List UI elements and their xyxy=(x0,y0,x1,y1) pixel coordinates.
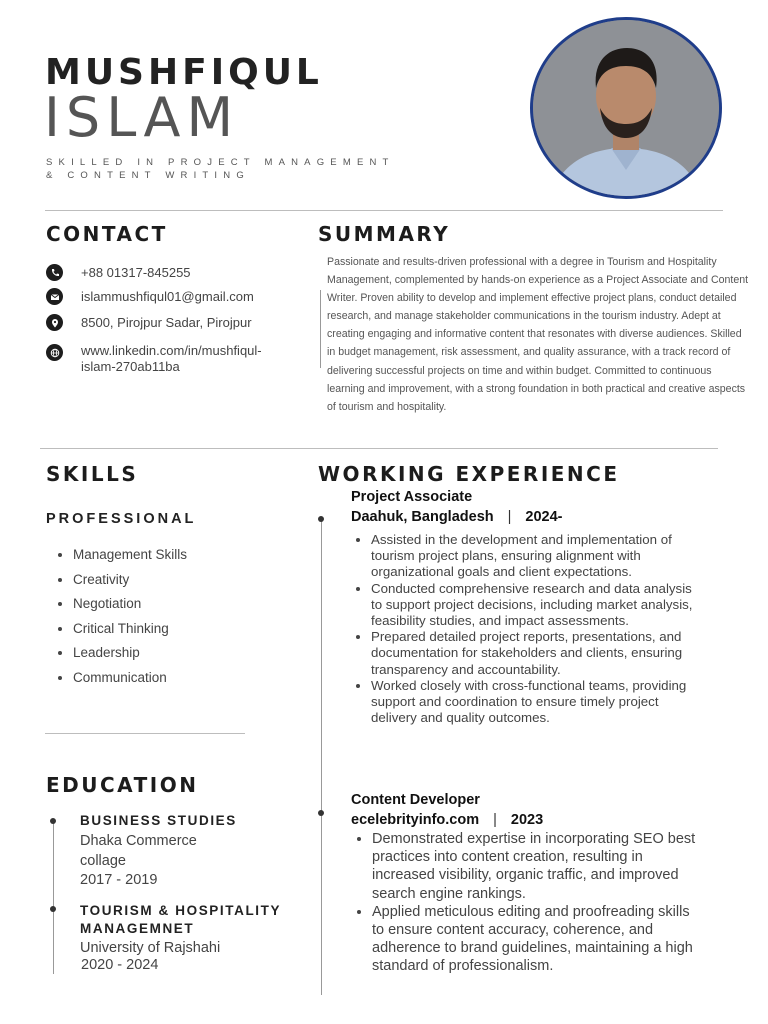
divider xyxy=(45,210,723,211)
separator: | xyxy=(507,509,512,525)
profile-photo xyxy=(530,17,722,199)
skill-item: • Negotiation xyxy=(73,593,187,618)
tagline xyxy=(46,156,395,182)
edu-degree xyxy=(80,902,281,938)
education-timeline xyxy=(53,822,54,974)
job-years: 2023 xyxy=(510,812,544,828)
edu-school xyxy=(80,940,220,974)
edu-school xyxy=(80,832,197,891)
tagline-line: & CONTENT WRITING xyxy=(46,170,250,181)
linkedin-line: www.linkedin.com/in/mushfiqul- xyxy=(81,343,262,358)
job-bullet: • Applied meticulous editing and proofreading skills to ensure content accuracy, coherence, and adherence to brand guidelines, maintaining a high standard of professionalism. xyxy=(372,903,702,976)
job-years: 2024- xyxy=(525,509,563,525)
experience-timeline xyxy=(321,520,322,995)
job-company: ecelebrityinfo.com xyxy=(351,812,480,828)
skill-item: • Leadership xyxy=(73,642,187,667)
job-role: Project Associate xyxy=(351,489,473,505)
experience-title: WORKING EXPERIENCE xyxy=(318,462,620,486)
edu-degree-line: MANAGEMNET xyxy=(80,921,195,936)
summary-text: Passionate and results-driven professional with a degree in Tourism and Hospitality Management, complemented by hands-on experience as a Project Associate and Content Writer. Proven ability to develop and implement effective project plans, conduct detailed research, and manage stakeholder communications in the tourism industry. Adept at creating engaging and informative content that resonates with diverse audiences. Skilled in budget management, risk assessment, and quality assurance, with a track record of delivering successful projects on time and within budget. Committed to continuous learning and improvement, with a strong foundation in both practical and creative aspects of tourism and hospitality. xyxy=(327,256,749,413)
contact-title: CONTACT xyxy=(46,222,168,246)
divider xyxy=(45,733,245,734)
skill-item: • Communication xyxy=(73,667,187,692)
job-company: Daahuk, Bangladesh xyxy=(351,509,494,525)
summary-bar xyxy=(320,290,321,368)
linkedin-line: islam-270ab11ba xyxy=(81,359,180,374)
edu-degree-line: TOURISM & HOSPITALITY xyxy=(80,903,282,918)
contact-phone xyxy=(46,265,191,281)
email-icon xyxy=(46,288,63,305)
contact-email xyxy=(46,289,254,305)
edu-years: 2017 - 2019 xyxy=(80,872,158,888)
edu-degree: BUSINESS STUDIES xyxy=(80,813,237,828)
timeline-dot xyxy=(50,818,56,824)
job-bullet: • Worked closely with cross-functional teams, providing support and coordination to ensure timely project delivery and quality outcomes. xyxy=(371,678,701,727)
divider xyxy=(40,448,718,449)
education-title: EDUCATION xyxy=(46,773,199,797)
timeline-dot xyxy=(50,906,56,912)
job-bullet: • Prepared detailed project reports, presentations, and documentation for stakeholders and clients, ensuring transparency and accountability. xyxy=(371,629,701,678)
contact-address xyxy=(46,315,252,331)
timeline-dot xyxy=(318,810,324,816)
edu-school-line: collage xyxy=(80,852,126,869)
job-role: Content Developer xyxy=(351,792,480,808)
job-bullets xyxy=(350,532,701,726)
job-company-line xyxy=(351,811,543,831)
tagline-line: SKILLED IN PROJECT MANAGEMENT xyxy=(46,157,395,168)
location-pin-icon xyxy=(46,314,63,331)
linkedin-link[interactable] xyxy=(81,343,262,375)
skill-item: • Management Skills xyxy=(73,544,187,569)
address-text: 8500, Pirojpur Sadar, Pirojpur xyxy=(81,315,252,330)
skills-list xyxy=(54,544,187,692)
separator: | xyxy=(493,812,497,828)
edu-school-line: Dhaka Commerce xyxy=(80,833,197,849)
edu-school-line: University of Rajshahi xyxy=(80,940,221,956)
phone-text: +88 01317-845255 xyxy=(81,265,191,280)
job-company-line xyxy=(351,508,563,528)
globe-icon xyxy=(46,344,63,361)
skills-subtitle: PROFESSIONAL xyxy=(46,511,197,527)
person-portrait-icon xyxy=(533,20,719,196)
contact-linkedin xyxy=(46,343,262,375)
job-bullet: • Conducted comprehensive research and data analysis to support project decisions, including market analysis, feasibility studies, and impact assessments. xyxy=(371,581,701,630)
skill-item: • Critical Thinking xyxy=(73,618,187,643)
timeline-dot xyxy=(318,516,324,522)
phone-icon xyxy=(46,264,63,281)
skills-title: SKILLS xyxy=(46,462,139,486)
job-bullet: • Assisted in the development and implementation of tourism project plans, ensuring alignment with organizational goals and client expectations. xyxy=(371,532,701,581)
first-name: MUSHFIQUL xyxy=(45,52,323,93)
edu-years: 2020 - 2024 xyxy=(81,957,159,973)
job-bullet: • Demonstrated expertise in incorporating SEO best practices into content creation, resulting in increased visibility, organic traffic, and improved search engine rankings. xyxy=(372,830,702,903)
last-name: ISLAM xyxy=(44,86,240,149)
job-bullets xyxy=(351,830,702,976)
summary-title: SUMMARY xyxy=(318,222,451,246)
skill-item: • Creativity xyxy=(73,569,187,594)
email-text[interactable]: islammushfiqul01@gmail.com xyxy=(81,289,254,304)
